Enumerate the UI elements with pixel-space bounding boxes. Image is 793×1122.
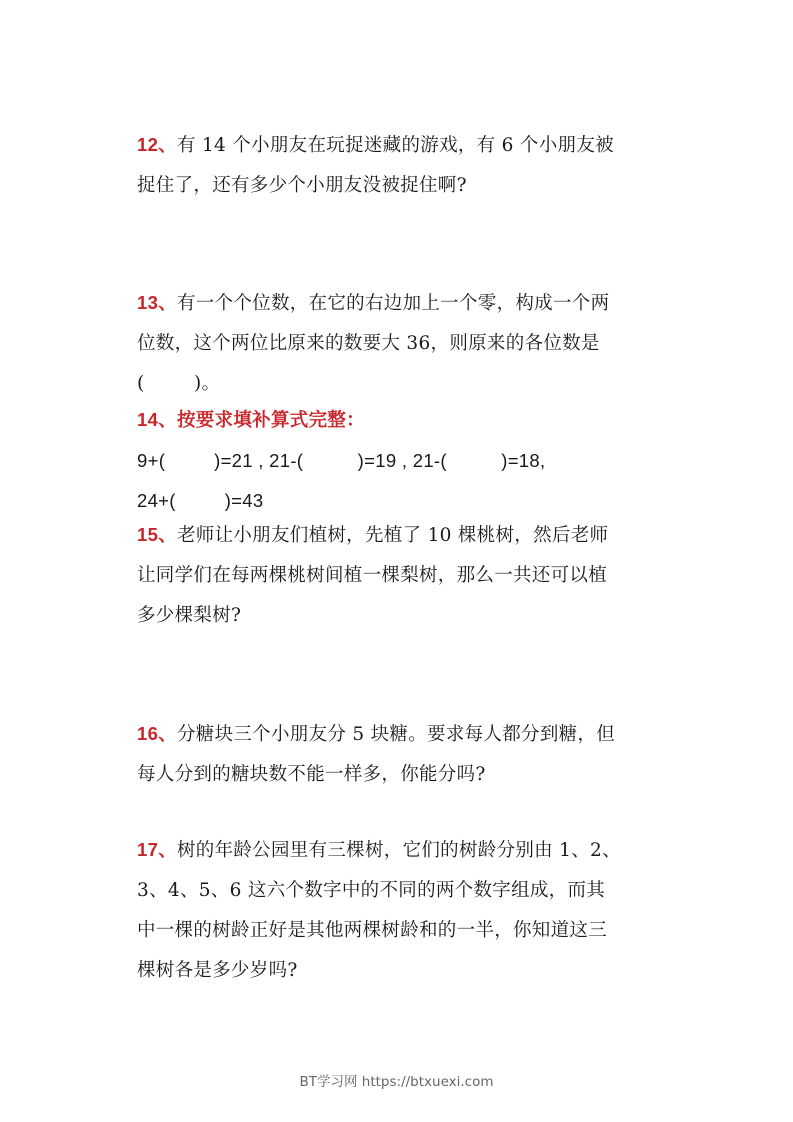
equation-line: 24+( )=43 (137, 490, 264, 511)
question-number: 14、 (137, 409, 177, 430)
question-14 (137, 400, 662, 521)
question-15 (137, 515, 662, 636)
question-text: 3、4、5、6 这六个数字中的不同的两个数字组成，而其 (137, 880, 606, 901)
question-number: 15、 (137, 524, 177, 545)
question-number: 12、 (137, 134, 177, 155)
question-text: 中一棵的树龄正好是其他两棵树龄和的一半，你知道这三 (137, 920, 608, 941)
question-text: 多少棵梨树? (137, 605, 242, 626)
question-text: 让同学们在每两棵桃树间植一棵梨树，那么一共还可以植 (137, 565, 608, 586)
equation-line: 9+( )=21 , 21-( )=19 , 21-( )=18, (137, 450, 546, 471)
question-text: 有一个个位数，在它的右边加上一个零，构成一个两 (176, 293, 610, 314)
question-number: 13、 (137, 292, 177, 313)
question-title: 按要求填补算式完整： (176, 410, 365, 431)
question-text: 树的年龄公园里有三棵树，它们的树龄分别由 1、2、 (176, 840, 621, 861)
question-text: 位数，这个两位比原来的数要大 36，则原来的各位数是 (137, 333, 600, 354)
question-12 (137, 125, 662, 206)
question-number: 16、 (137, 723, 177, 744)
question-text: 每人分到的糖块数不能一样多，你能分吗? (137, 764, 486, 785)
question-text: 棵树各是多少岁吗? (137, 960, 298, 981)
footer-source: BT学习网 https://btxuexi.com (299, 1074, 494, 1090)
question-text: 老师让小朋友们植树，先植了 10 棵桃树，然后老师 (176, 525, 609, 546)
answer-blank: ( )。 (137, 373, 221, 394)
question-text: 分糖块三个小朋友分 5 块糖。要求每人都分到糖，但 (176, 724, 616, 745)
question-13 (137, 283, 662, 404)
question-16 (137, 714, 662, 795)
question-text: 有 14 个小朋友在玩捉迷藏的游戏，有 6 个小朋友被 (176, 135, 614, 156)
question-text: 捉住了，还有多少个小朋友没被捉住啊? (137, 175, 467, 196)
question-17 (137, 830, 662, 991)
question-number: 17、 (137, 839, 177, 860)
